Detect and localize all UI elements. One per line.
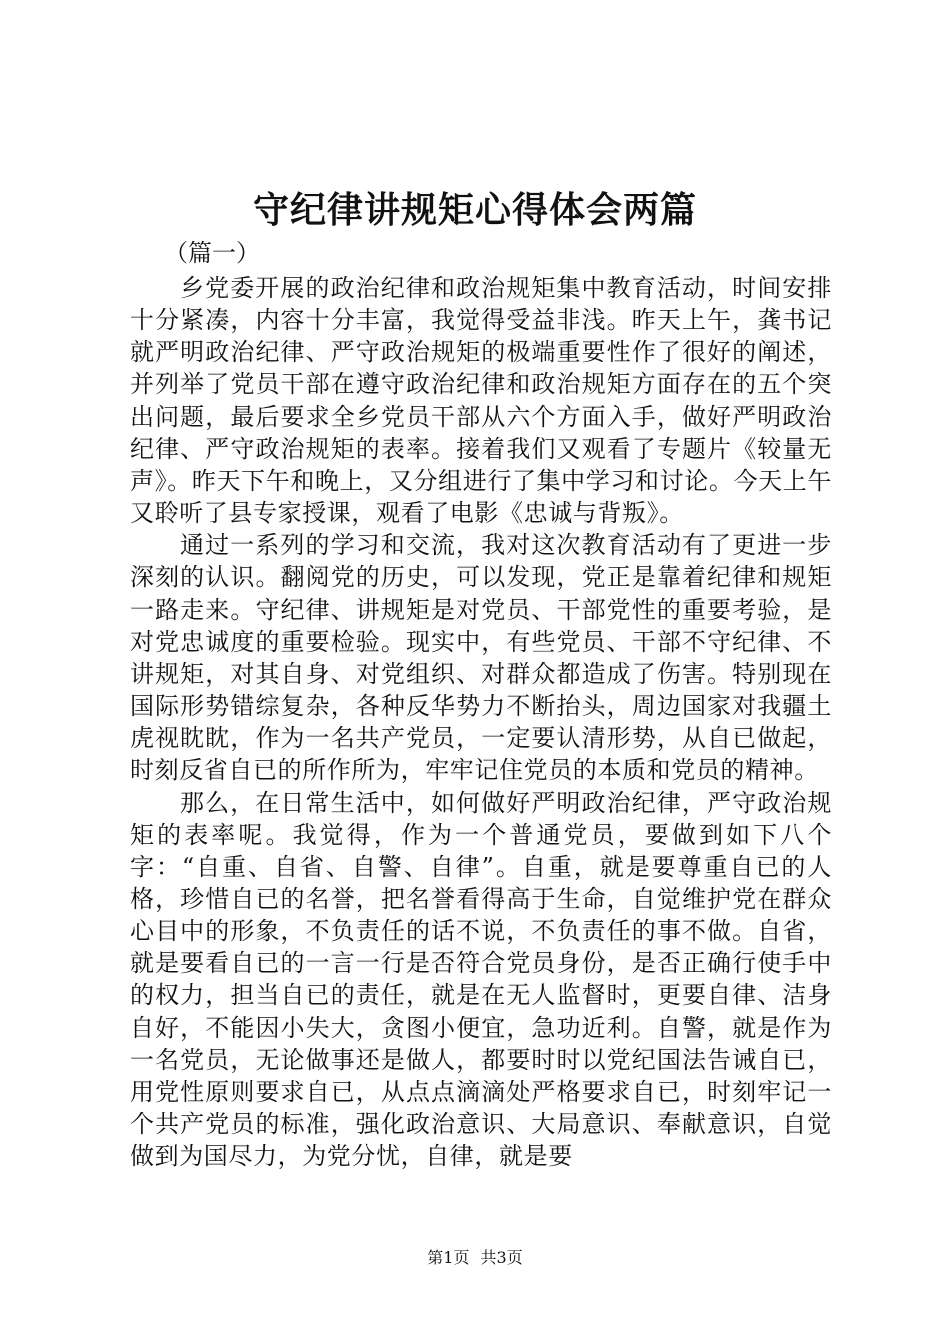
paragraph-1: 乡党委开展的政治纪律和政治规矩集中教育活动，时间安排十分紧凑，内容十分丰富，我觉得受益非浅。昨天上午，龚书记就严明政治纪律、严守政治规矩的极端重要性作了很好的阐述，并列举了党员干部在遵守政治纪律和政治规矩方面存在的五个突出问题，最后要求全乡党员干部从六个方面入手，做好严明政治纪律、严守政治规矩的表率。接着我们又观看了专题片《较量无声》。昨天下午和晚上，又分组进行了集中学习和讨论。今天上午又聆听了县专家授课，观看了电影《忠诚与背叛》。 [130,274,832,528]
document-body [130,272,832,1172]
page-footer [0,1247,950,1269]
section-label: （篇一） [164,239,260,267]
paragraph-3: 那么，在日常生活中，如何做好严明政治纪律，严守政治规矩的表率呢。我觉得，作为一个普通党员，要做到如下八个字：“自重、自省、自警、自律”。自重，就是要尊重自已的人格，珍惜自已的名誉，把名誉看得高于生命，自觉维护党在群众心目中的形象，不负责任的话不说，不负责任的事不做。自省，就是要看自已的一言一行是否符合党员身份，是否正确行使手中的权力，担当自已的责任，就是在无人监督时，更要自律、洁身自好，不能因小失大，贪图小便宜，急功近利。自警，就是作为一名党员，无论做事还是做人，都要时时以党纪国法告诫自已，用党性原则要求自已，从点点滴滴处严格要求自已，时刻牢记一个共产党员的标准，强化政治意识、大局意识、奉献意识，自觉做到为国尽力，为党分忧，自律，就是要 [130,788,832,1171]
document-title: 守纪律讲规矩心得体会两篇 [252,189,697,231]
paragraph-2: 通过一系列的学习和交流，我对这次教育活动有了更进一步深刻的认识。翻阅党的历史，可以发现，党正是靠着纪律和规矩一路走来。守纪律、讲规矩是对党员、干部党性的重要考验，是对党忠诚度的重要检验。现实中，有些党员、干部不守纪律、不讲规矩，对其自身、对党组织、对群众都造成了伤害。特别现在国际形势错综复杂，各种反华势力不断抬头，周边国家对我疆土虎视眈眈，作为一名共产党员，一定要认清形势，从自已做起，时刻反省自已的所作所为，牢牢记住党员的本质和党员的精神。 [130,531,832,785]
page-total: 共3页 [480,1248,523,1267]
page-number: 第1页 [427,1248,470,1267]
